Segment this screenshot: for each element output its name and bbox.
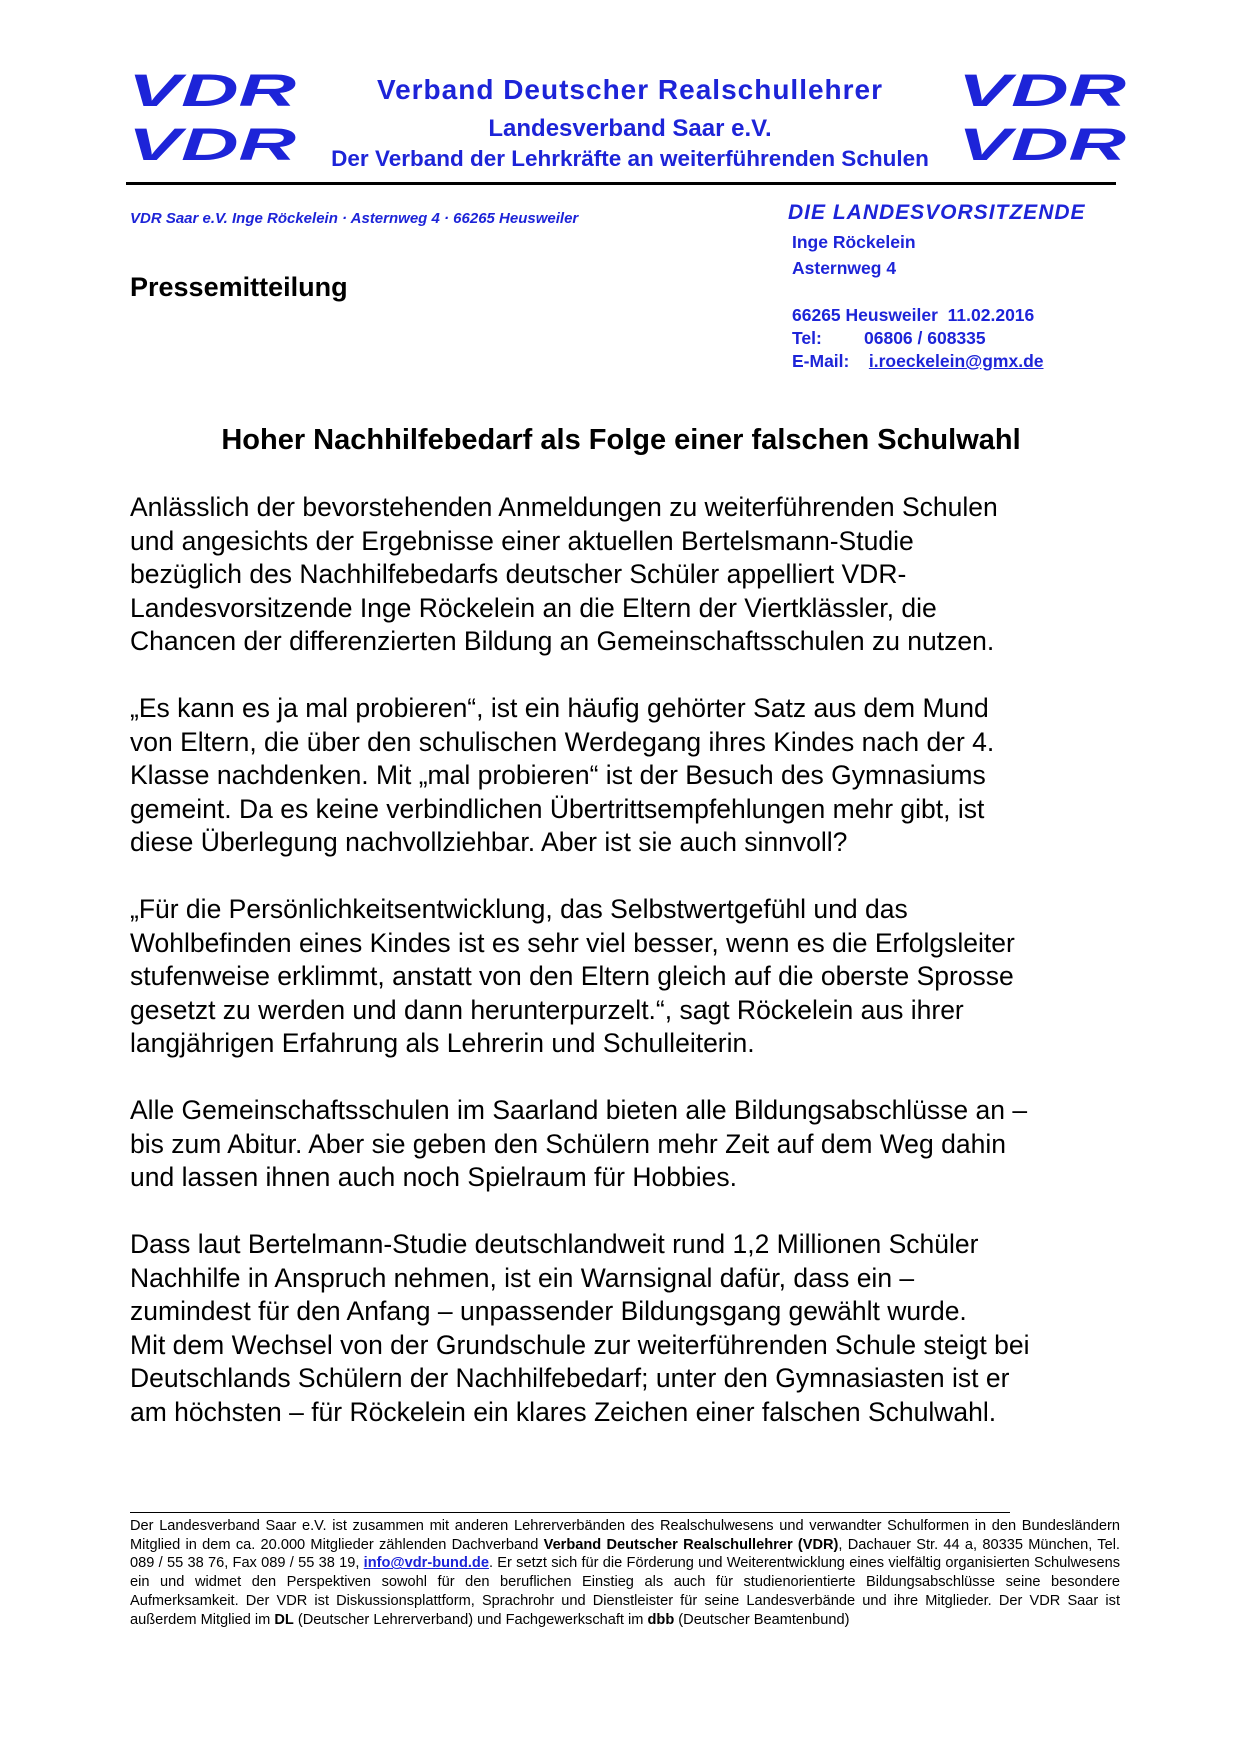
paragraph-4 xyxy=(130,1094,1120,1195)
svg-text:VDR: VDR xyxy=(958,70,1127,110)
svg-text:VDR: VDR xyxy=(958,124,1127,164)
body-line: Klasse nachdenken. Mit „mal probieren“ ist der Besuch des Gymnasiums xyxy=(130,760,986,790)
body-line: „Es kann es ja mal probieren“, ist ein häufig gehörter Satz aus dem Mund xyxy=(130,693,989,723)
body-line: Alle Gemeinschaftsschulen im Saarland bieten alle Bildungsabschlüsse an – xyxy=(130,1095,1028,1125)
headline: Hoher Nachhilfebedarf als Folge einer falschen Schulwahl xyxy=(221,424,1021,456)
body-line: am höchsten – für Röckelein ein klares Zeichen einer falschen Schulwahl. xyxy=(130,1396,997,1427)
footer-vdr-name: Verband Deutscher Realschullehrer (VDR) xyxy=(543,1536,839,1553)
sender-line: VDR Saar e.V. Inge Röckelein · Asternweg 4 · 66265 Heusweiler xyxy=(130,210,579,227)
body-line: stufenweise erklimmt, anstatt von den Eltern gleich auf die oberste Sprosse xyxy=(130,961,1014,991)
body-line: Dass laut Bertelmann-Studie deutschlandweit rund 1,2 Millionen Schüler xyxy=(130,1229,979,1259)
contact-street: Asternweg 4 xyxy=(792,258,897,278)
body-line: Mit dem Wechsel von der Grundschule zur weiterführenden Schule steigt bei xyxy=(130,1329,1030,1360)
vdr-logo-top-left xyxy=(128,70,298,110)
body-line: diese Überlegung nachvollziehbar. Aber ist sie auch sinnvoll? xyxy=(130,827,848,857)
body-line: und lassen ihnen auch noch Spielraum für Hobbies. xyxy=(130,1162,737,1192)
paragraph-3 xyxy=(130,893,1120,1061)
footer-segment: . Er setzt sich für die Förderung und Weiterentwicklung eines vielfältig organisierten Schulwesens ein und widmet den Perspektiven sowohl für den beruflichen Einstieg als auch für studienorientierte Bildungsabschlüsse seine besondere Aufmerksamkeit. Der VDR ist Diskussionsplattform, Sprachrohr und Dienstleister für seine Landesverbände und ihre Mitglieder. Der VDR Saar ist außerdem Mitglied im xyxy=(130,1555,1120,1628)
vdr-logo-top-right xyxy=(958,70,1128,110)
header-divider xyxy=(126,182,1116,185)
body-line: und angesichts der Ergebnisse einer aktuellen Bertelsmann-Studie xyxy=(130,525,914,556)
paragraph-2 xyxy=(130,692,1120,860)
footer-dl: DL xyxy=(274,1611,294,1628)
body-line: Anlässlich der bevorstehenden Anmeldungen zu weiterführenden Schulen xyxy=(130,492,998,522)
email-link[interactable]: i.roeckelein@gmx.de xyxy=(868,351,1044,371)
body-line: bis zum Abitur. Aber sie geben den Schülern mehr Zeit auf dem Weg dahin xyxy=(130,1128,1006,1159)
paragraph-1 xyxy=(130,491,1120,659)
body-line: bezüglich des Nachhilfebedarfs deutscher Schüler appelliert VDR- xyxy=(130,559,907,589)
body-line: Nachhilfe in Anspruch nehmen, ist ein Warnsignal dafür, dass ein – xyxy=(130,1262,915,1293)
vdr-logo-bottom-left xyxy=(128,124,298,164)
body-line: Wohlbefinden eines Kindes ist es sehr viel besser, wenn es die Erfolgsleiter xyxy=(130,927,1015,958)
vdr-logo-bottom-right xyxy=(958,124,1128,164)
footer-text xyxy=(130,1517,1120,1629)
footer-divider xyxy=(130,1512,1010,1513)
org-tagline: Der Verband der Lehrkräfte an weiterführenden Schulen xyxy=(331,146,929,171)
paragraph-5 xyxy=(130,1228,1120,1429)
document-type: Pressemitteilung xyxy=(130,272,348,302)
footer-segment: (Deutscher Lehrerverband) und Fachgewerkschaft im xyxy=(293,1611,648,1628)
footer-segment: Der Landesverband Saar e.V. ist zusammen mit anderen Lehrerverbänden des Realschulwesens und verwandter Schulformen in den Bundesländern Mitglied in dem ca. 20.000 Mitglieder zählenden Dachverband xyxy=(130,1518,1120,1553)
footer-email-link[interactable]: info@vdr-bund.de xyxy=(363,1555,489,1572)
tel-value: 06806 / 608335 xyxy=(864,328,986,348)
footer-segment: (Deutscher Beamtenbund) xyxy=(674,1611,850,1628)
contact-email-row xyxy=(792,351,1044,372)
contact-name: Inge Röckelein xyxy=(792,232,916,252)
svg-text:VDR: VDR xyxy=(128,124,297,164)
footer-dbb: dbb xyxy=(647,1611,675,1628)
tel-label: Tel: xyxy=(792,328,822,348)
body-line: gemeint. Da es keine verbindlichen Übertrittsempfehlungen mehr gibt, ist xyxy=(130,793,985,824)
body-line: von Eltern, die über den schulischen Werdegang ihres Kindes nach der 4. xyxy=(130,726,995,757)
contact-tel-row xyxy=(792,328,986,349)
body-line: „Für die Persönlichkeitsentwicklung, das Selbstwertgefühl und das xyxy=(130,894,908,924)
email-label: E-Mail: xyxy=(792,351,850,371)
body-line: Chancen der differenzierten Bildung an Gemeinschaftsschulen zu nutzen. xyxy=(130,626,995,656)
chair-title: DIE LANDESVORSITZENDE xyxy=(788,201,1086,224)
footer-segment: , Dachauer Str. 44 a, 80335 München, Tel. 089 / 55 38 76, Fax 089 / 55 38 19, xyxy=(130,1536,1120,1572)
contact-city-date: 66265 Heusweiler 11.02.2016 xyxy=(792,305,1035,325)
org-regional-association: Landesverband Saar e.V. xyxy=(488,115,772,142)
body-line: gesetzt zu werden und dann herunterpurzelt.“, sagt Röckelein aus ihrer xyxy=(130,994,964,1025)
body-line: langjährigen Erfahrung als Lehrerin und Schulleiterin. xyxy=(130,1028,755,1058)
body-line: Deutschlands Schülern der Nachhilfebedarf; unter den Gymnasiasten ist er xyxy=(130,1363,1010,1393)
body-line: Landesvorsitzende Inge Röckelein an die Eltern der Viertklässler, die xyxy=(130,592,937,623)
svg-text:VDR: VDR xyxy=(128,70,297,110)
org-name: Verband Deutscher Realschullehrer xyxy=(376,74,884,105)
body-line: zumindest für den Anfang – unpassender Bildungsgang gewählt wurde. xyxy=(130,1296,967,1326)
